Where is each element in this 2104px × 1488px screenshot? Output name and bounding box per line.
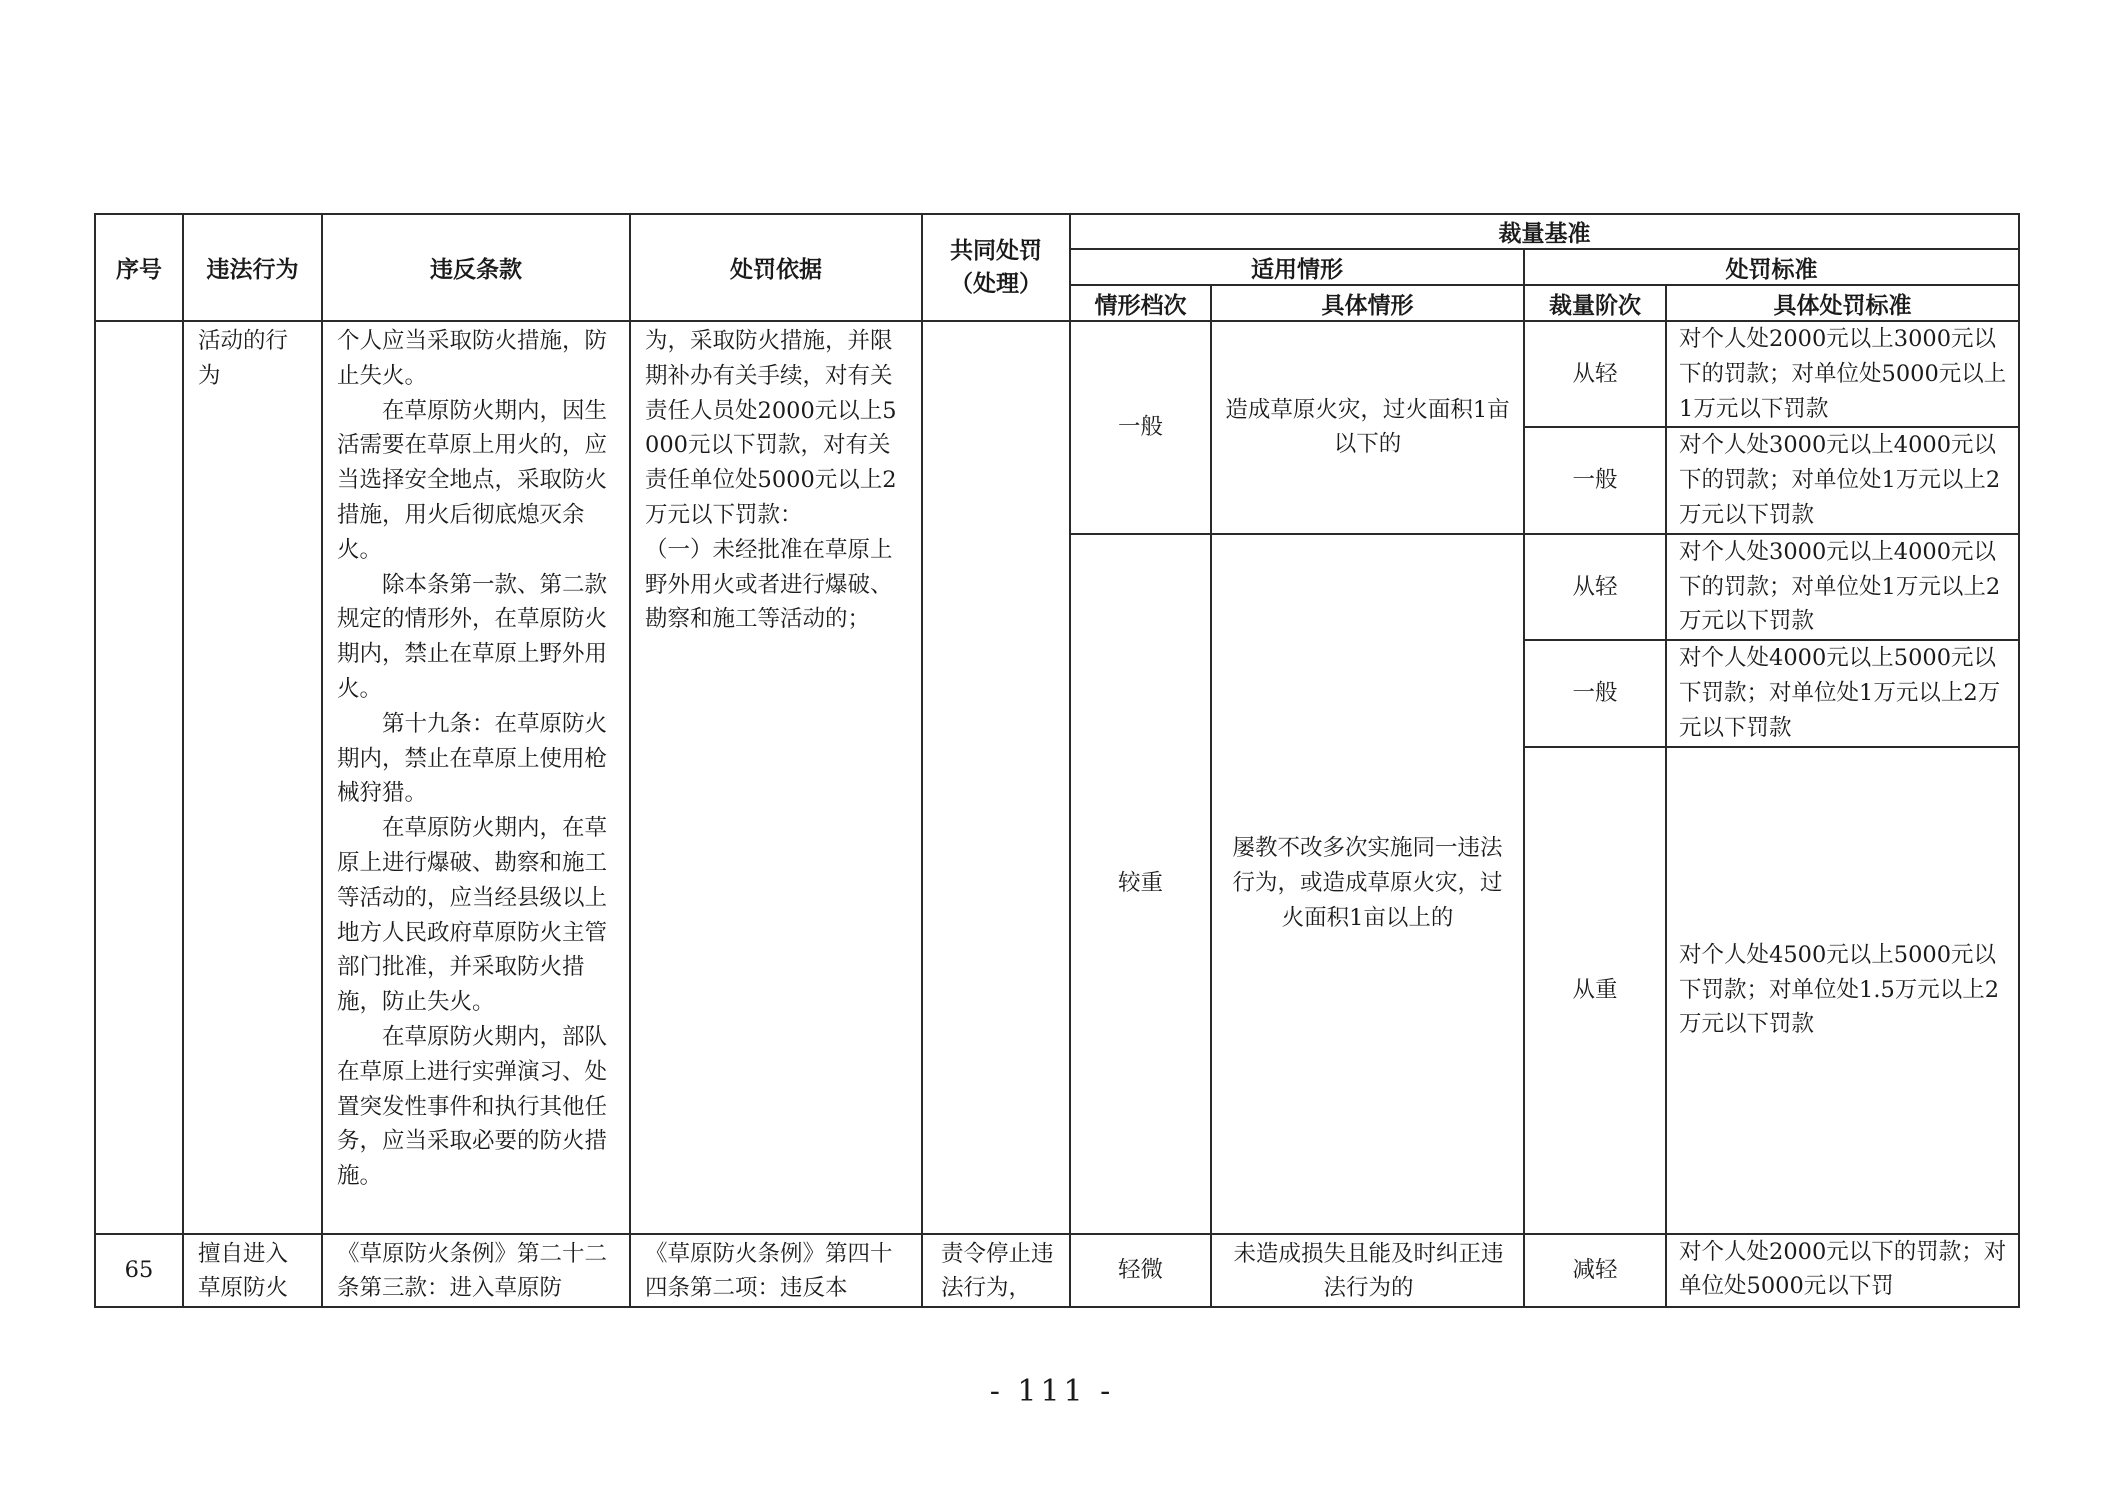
header-situation-grade: 情形档次 (1070, 285, 1211, 321)
header-violation: 违法行为 (183, 214, 322, 321)
header-common-penalty-line1: 共同处罚 (950, 237, 1042, 264)
level-cell (1524, 640, 1666, 746)
standard-text: 对个人处3000元以上4000元以下的罚款；对单位处1万元以上2万元以下罚款 (1679, 432, 2001, 528)
level-label: 从重 (1572, 976, 1618, 1003)
row65-situation-cell (1211, 1234, 1524, 1308)
basis-paragraph: 为，采取防火措施，并限期补办有关手续，对有关责任人员处2000元以上5000元以下罚款，对有关责任单位处5000元以上2万元以下罚款： (645, 328, 897, 528)
clause-paragraph: 除本条第一款、第二款规定的情形外，在草原防火期内，禁止在草原上野外用火。 (337, 571, 608, 702)
clause-paragraph: 在草原防火期内，在草原上进行爆破、勘察和施工等活动的，应当经县级以上地方人民政府草原防火主管部门批准，并采取防火措施，防止失火。 (337, 815, 608, 1016)
header-seq: 序号 (95, 214, 183, 321)
row1-violation-cell (183, 321, 322, 1234)
grade-cell (1070, 321, 1211, 534)
row65-seq: 65 (124, 1256, 154, 1283)
level-label: 从轻 (1572, 360, 1618, 387)
header-applicable-situation: 适用情形 (1070, 249, 1524, 285)
row1-common-penalty (923, 322, 1069, 324)
row65-violation: 擅自进入草原防火 (198, 1240, 289, 1302)
clause-paragraph: 在草原防火期内，部队在草原上进行实弹演习、处置突发性事件和执行其他任务，应当采取必要的防火措施。 (337, 1023, 608, 1190)
level-cell (1524, 747, 1666, 1234)
level-label: 一般 (1572, 679, 1618, 706)
row65-situation: 未造成损失且能及时纠正违法行为的 (1233, 1240, 1504, 1302)
standard-cell (1666, 534, 2019, 640)
header-common-penalty-line2: （处理） (950, 270, 1042, 297)
row65-clause: 《草原防火条例》第二十二条第三款：进入草原防 (337, 1240, 608, 1302)
grade-cell (1070, 534, 1211, 1234)
row65-level-cell (1524, 1234, 1666, 1308)
situation-cell (1211, 321, 1524, 534)
standard-cell (1666, 747, 2019, 1234)
row65-standard: 对个人处2000元以下的罚款；对单位处5000元以下罚 (1679, 1238, 2007, 1300)
standard-text: 对个人处3000元以上4000元以下的罚款；对单位处1万元以上2万元以下罚款 (1679, 538, 2001, 635)
header-violated-clause: 违反条款 (322, 214, 630, 321)
row65-basis-cell (630, 1234, 922, 1308)
level-cell (1524, 321, 1666, 427)
row65-level: 减轻 (1572, 1256, 1618, 1283)
row1-basis-cell (630, 321, 922, 1234)
header-specific-situation: 具体情形 (1211, 285, 1524, 321)
header-specific-penalty-standard: 具体处罚标准 (1666, 285, 2019, 321)
row65-standard-cell (1666, 1234, 2019, 1308)
clause-paragraph: 个人应当采取防火措施，防止失火。 (337, 328, 608, 389)
standard-cell (1666, 640, 2019, 746)
row1-seq-cell (95, 321, 183, 1234)
header-penalty-standard: 处罚标准 (1524, 249, 2019, 285)
row65-clause-cell (322, 1234, 630, 1308)
situation-cell (1211, 534, 1524, 1234)
standard-cell (1666, 427, 2019, 533)
header-discretion-level: 裁量阶次 (1524, 285, 1666, 321)
row65-common-penalty-cell (922, 1234, 1070, 1308)
row1-clause-cell (322, 321, 630, 1234)
penalty-discretion-table (94, 213, 2020, 1308)
row65-basis: 《草原防火条例》第四十四条第二项：违反本 (645, 1240, 893, 1302)
standard-text: 对个人处4000元以上5000元以下罚款；对单位处1万元以上2万元以下罚款 (1679, 645, 2001, 741)
row65-seq-cell (95, 1234, 183, 1308)
standard-cell (1666, 321, 2019, 427)
level-cell (1524, 427, 1666, 533)
header-common-penalty (922, 214, 1070, 321)
standard-text: 对个人处4500元以上5000元以下罚款；对单位处1.5万元以上2万元以下罚款 (1679, 941, 2000, 1038)
row1-common-penalty-cell (922, 321, 1070, 1234)
situation-text: 造成草原火灾，过火面积1亩以下的 (1225, 396, 1510, 458)
row1-violation: 活动的行为 (198, 328, 289, 389)
header-discretion-standard: 裁量基准 (1070, 214, 2019, 249)
clause-paragraph: 第十九条：在草原防火期内，禁止在草原上使用枪械狩猎。 (337, 710, 608, 807)
grade-label: 较重 (1117, 870, 1163, 897)
row65-common-penalty: 责令停止违法行为， (941, 1240, 1054, 1302)
row65-grade: 轻微 (1117, 1256, 1163, 1283)
row65-grade-cell (1070, 1234, 1211, 1308)
level-label: 从轻 (1572, 573, 1618, 600)
grade-label: 一般 (1117, 413, 1163, 440)
header-penalty-basis: 处罚依据 (630, 214, 922, 321)
level-cell (1524, 534, 1666, 640)
row65-violation-cell (183, 1234, 322, 1308)
situation-text: 屡教不改多次实施同一违法行为，或造成草原火灾，过火面积1亩以上的 (1232, 835, 1503, 932)
page-number: - 111 - (989, 1374, 1115, 1409)
clause-paragraph: 在草原防火期内，因生活需要在草原上用火的，应当选择安全地点，采取防火措施，用火后彻底熄灭余火。 (337, 397, 608, 563)
standard-text: 对个人处2000元以上3000元以下的罚款；对单位处5000元以上1万元以下罚款 (1679, 326, 2007, 422)
level-label: 一般 (1572, 467, 1618, 494)
basis-paragraph: （一）未经批准在草原上野外用火或者进行爆破、勘察和施工等活动的； (645, 536, 893, 633)
